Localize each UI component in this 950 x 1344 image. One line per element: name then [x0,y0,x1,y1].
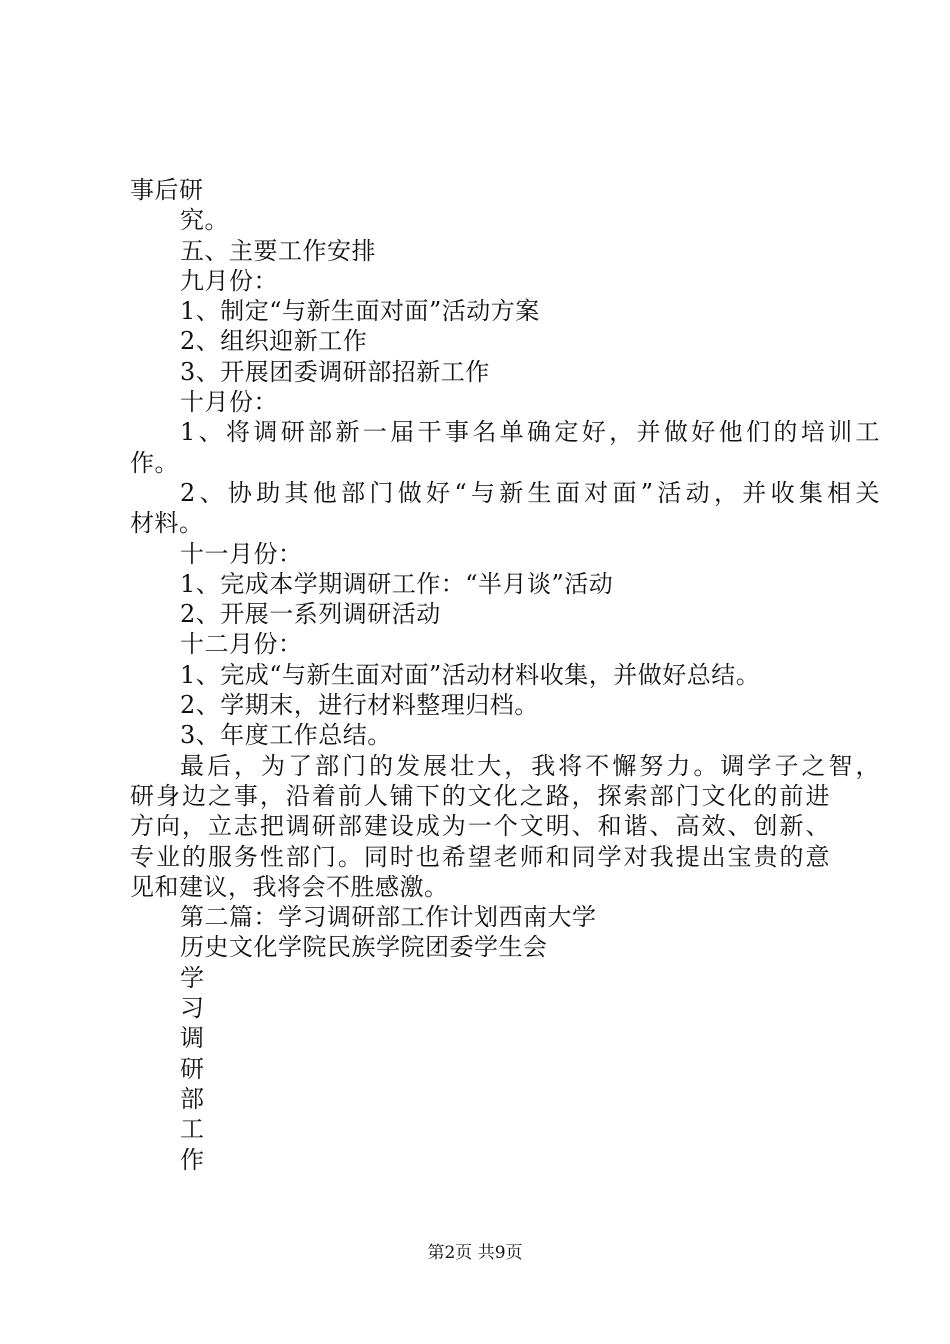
vertical-char: 研 [180,1054,205,1083]
vertical-char: 部 [180,1084,205,1113]
paragraph-line: 方向，立志把调研部建设成为一个文明、和谐、高效、创新、 [130,812,830,841]
text-line: 究。 [180,206,229,235]
text-line: 材料。 [130,509,204,538]
list-item: 1、完成“与新生面对面”活动材料收集，并做好总结。 [180,660,761,689]
month-heading: 十一月份： [180,539,303,568]
vertical-char: 工 [180,1115,205,1144]
list-item: 2、组织迎新工作 [180,327,368,356]
vertical-char: 调 [180,1024,205,1053]
page-number-label: 第2页 共9页 [427,1243,523,1263]
document-body [130,175,880,1175]
vertical-char: 习 [180,994,205,1023]
vertical-char: 学 [180,963,205,992]
paragraph-line: 专业的服务性部门。同时也希望老师和同学对我提出宝贵的意 [130,842,830,871]
list-item: 2、学期末，进行材料整理归档。 [180,691,539,720]
text-line: 事后研 [130,176,204,204]
section-heading: 五、主要工作安排 [180,236,376,265]
month-heading: 十二月份： [180,630,303,659]
list-item: 3、开展团委调研部招新工作 [180,357,490,386]
paragraph-line: 研身边之事，沿着前人铺下的文化之路，探索部门文化的前进 [130,781,830,810]
list-item: 3、年度工作总结。 [180,721,392,750]
paragraph-line: 见和建议，我将会不胜感激。 [130,872,449,901]
list-item: 2、协助其他部门做好“与新生面对面”活动，并收集相关 [180,478,880,507]
paragraph-line: 最后，为了部门的发展壮大，我将不懈努力。调学子之智， [180,751,880,780]
vertical-char: 作 [180,1145,205,1174]
text-line: 历史文化学院民族学院团委学生会 [180,933,548,962]
list-item: 1、将调研部新一届干事名单确定好，并做好他们的培训工 [180,418,880,447]
list-item: 2、开展一系列调研活动 [180,600,441,629]
list-item: 1、制定“与新生面对面”活动方案 [180,297,540,326]
month-heading: 十月份： [180,388,278,417]
chapter-heading: 第二篇：学习调研部工作计划西南大学 [180,903,597,932]
text-line: 作。 [130,448,179,477]
month-heading: 九月份： [180,266,278,295]
page-footer [0,1242,950,1264]
list-item: 1、完成本学期调研工作：“半月谈”活动 [180,569,614,598]
